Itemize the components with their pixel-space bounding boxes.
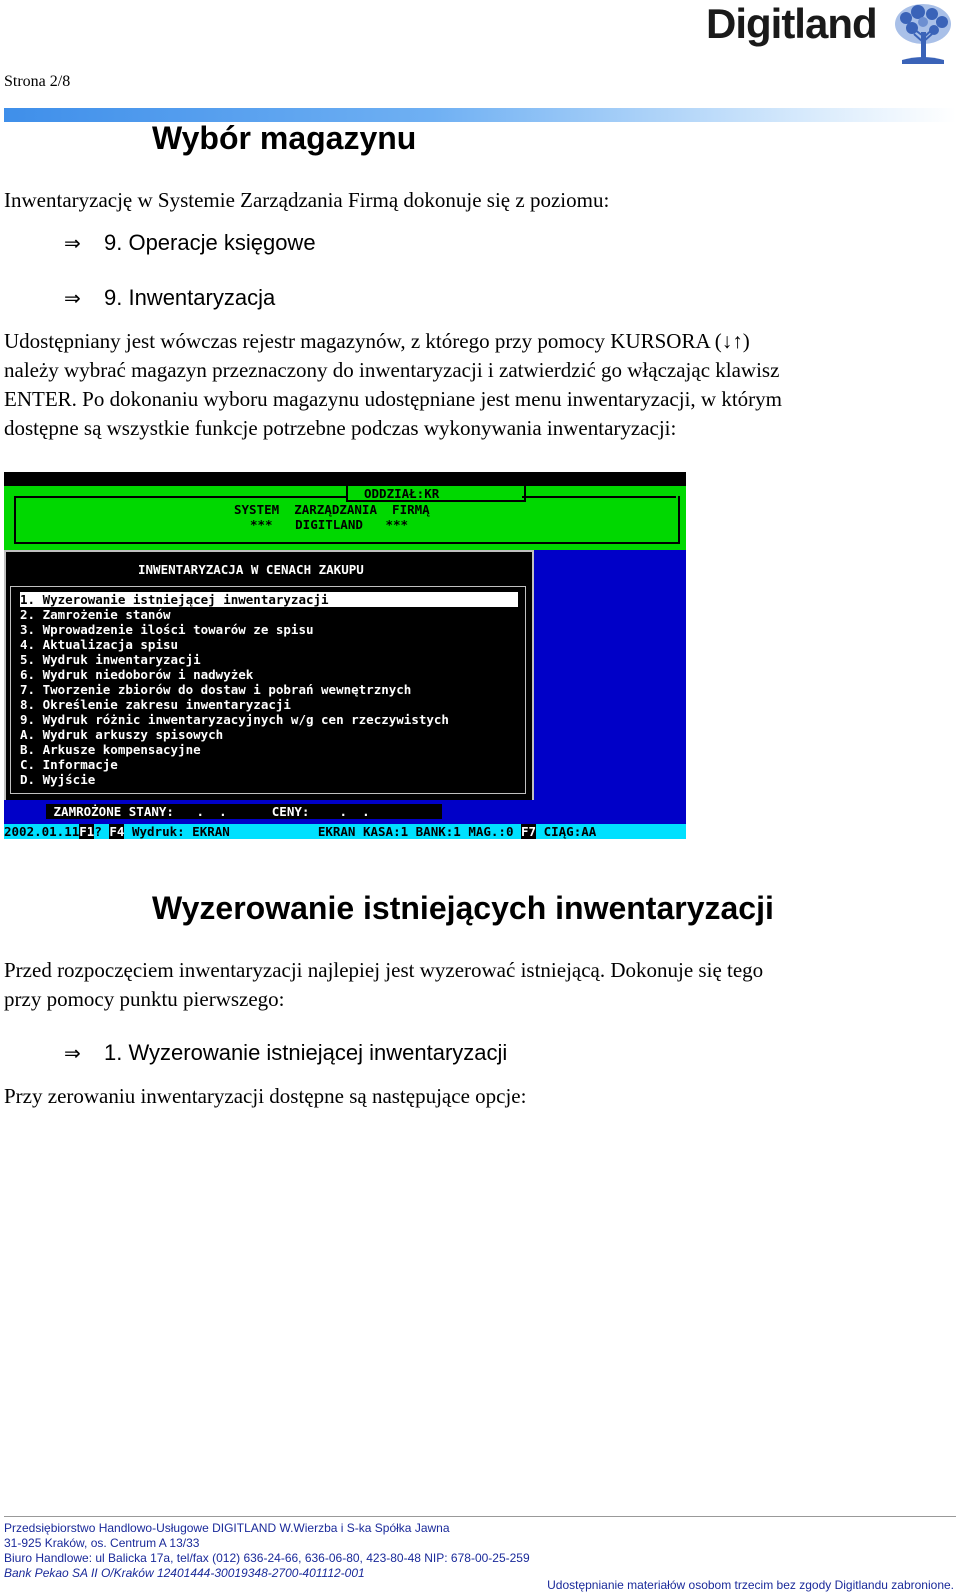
session-info: EKRAN KASA:1 BANK:1 MAG.:0	[317, 824, 522, 839]
footer-notice: Udostępnianie materiałów osobom trzecim bez zgody Digitlandu zabronione.	[547, 1578, 954, 1592]
menu-item[interactable]: 5. Wydruk inwentaryzacji	[20, 652, 201, 667]
intro-paragraph: Inwentaryzację w Systemie Zarządzania Firmą dokonuje się z poziomu:	[4, 188, 610, 212]
menu-item[interactable]: 2. Zamrożenie stanów	[20, 607, 171, 622]
menu-item[interactable]: B. Arkusze kompensacyjne	[20, 742, 201, 757]
print-target: Wydruk: EKRAN	[124, 824, 230, 839]
f4-key[interactable]: F4	[109, 824, 125, 839]
branch-label: ODDZIAŁ:KR	[364, 486, 440, 501]
menu-item[interactable]: 4. Aktualizacja spisu	[20, 637, 179, 652]
terminal-header-panel	[4, 486, 686, 550]
menu-item[interactable]: C. Informacje	[20, 757, 118, 772]
frozen-stock-status: ZAMROŻONE STANY: . . CENY: . .	[46, 804, 442, 819]
menu-item[interactable]: 8. Określenie zakresu inwentaryzacji	[20, 697, 291, 712]
menu-item[interactable]: 9. Wydruk różnic inwentaryzacyjnych w/g cen rzeczywistych	[20, 712, 449, 727]
footer-address: 31-925 Kraków, os. Centrum A 13/33	[4, 1536, 200, 1550]
system-title: SYSTEM ZARZĄDZANIA FIRMĄ	[234, 502, 430, 517]
footer-divider	[4, 1516, 956, 1517]
menu-title: INWENTARYZACJA W CENACH ZAKUPU	[138, 562, 364, 577]
bullet-item: ⇒ 9. Operacje księgowe	[64, 230, 316, 255]
menu-item[interactable]: 6. Wydruk niedoborów i nadwyżek	[20, 667, 254, 682]
footer-bank: Bank Pekao SA II O/Kraków 12401444-30019348-2700-401112-001	[4, 1566, 365, 1580]
function-key-bar: 2002.01.11F1? F4 Wydruk: EKRAN EKRAN KASA:1 BANK:1 MAG.:0 F7 CIĄG:AA	[4, 824, 686, 839]
company-logo-text: Digitland	[706, 0, 877, 47]
menu-item[interactable]: A. Wydruk arkuszy spisowych	[20, 727, 224, 742]
double-arrow-icon: ⇒	[64, 286, 81, 310]
menu-item[interactable]: 3. Wprowadzenie ilości towarów ze spisu	[20, 622, 314, 637]
footer-company: Przedsiębiorstwo Handlowo-Usługowe DIGITLAND W.Wierzba i S-ka Spółka Jawna	[4, 1521, 450, 1535]
menu-item[interactable]: D. Wyjście	[20, 772, 96, 787]
terminal-background-panel	[532, 550, 686, 800]
terminal-screenshot	[4, 472, 686, 850]
section-heading-warehouse-selection: Wybór magazynu	[152, 120, 417, 156]
double-arrow-icon: ⇒	[64, 231, 81, 255]
terminal-status-area	[4, 800, 686, 824]
bullet-item: ⇒ 1. Wyzerowanie istniejącej inwentaryzacji	[64, 1040, 508, 1065]
menu-item-selected[interactable]: 1. Wyzerowanie istniejącej inwentaryzacji	[20, 592, 518, 607]
header-gradient-bar	[4, 108, 956, 122]
footer-office: Biuro Handlowe: ul Balicka 17a, tel/fax (012) 636-24-66, 636-06-80, 423-80-48 NIP: 678-00-25-259	[4, 1551, 530, 1565]
body-paragraph: Przy zerowaniu inwentaryzacji dostępne są następujące opcje:	[4, 1084, 527, 1108]
tree-icon	[892, 2, 954, 66]
system-subtitle: *** DIGITLAND ***	[250, 517, 409, 532]
body-paragraph: Udostępniany jest wówczas rejestr magazynów, z którego przy pomocy KURSORA (↓↑) należy wybrać magazyn przeznaczony do inwentaryzacji i zatwierdzić go włączając klawisz ENTER. Po dokonaniu wyboru magazynu udostępniane jest menu inwentaryzacji, w którym dostępne są wszystkie funkcje potrzebne podczas wykonywania inwentaryzacji:	[4, 329, 782, 440]
double-arrow-icon: ⇒	[64, 1041, 81, 1065]
section-heading-reset-inventory: Wyzerowanie istniejących inwentaryzacji	[152, 890, 774, 926]
bullet-item: ⇒ 9. Inwentaryzacja	[64, 285, 276, 310]
date-label: 2002.01.11	[4, 824, 80, 839]
f1-key[interactable]: F1	[79, 824, 95, 839]
inventory-menu	[4, 550, 532, 800]
page-number: Strona 2/8	[4, 73, 71, 90]
f7-key[interactable]: F7	[521, 824, 537, 839]
body-paragraph: Przed rozpoczęciem inwentaryzacji najlepiej jest wyzerować istniejącą. Dokonuje się tego przy pomocy punktu pierwszego:	[4, 958, 764, 1011]
sequence-label: CIĄG:AA	[536, 824, 597, 839]
menu-item[interactable]: 7. Tworzenie zbiorów do dostaw i pobrań wewnętrznych	[20, 682, 412, 697]
